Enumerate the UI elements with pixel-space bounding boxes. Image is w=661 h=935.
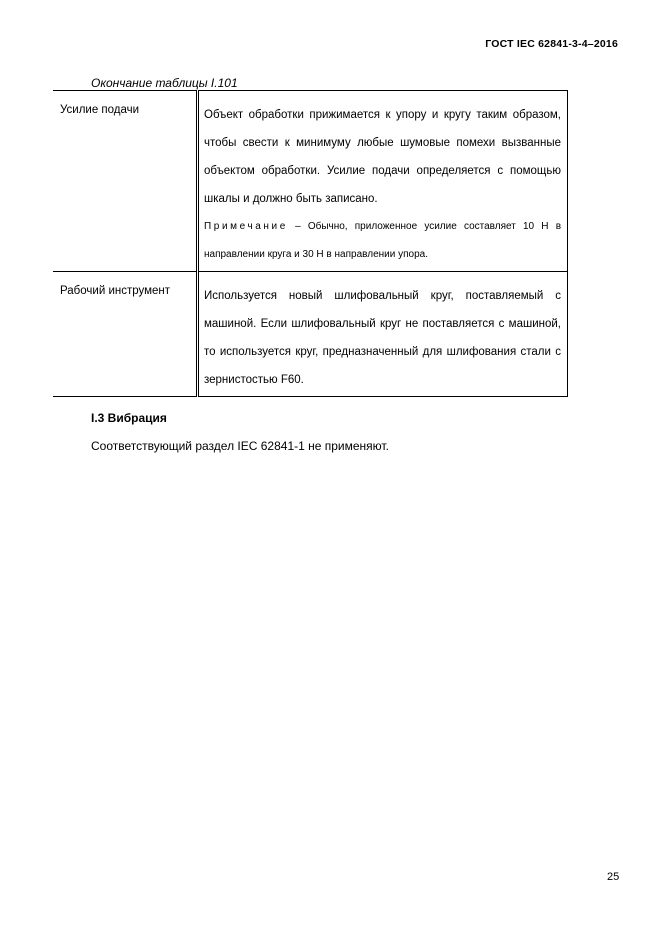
section-text: Соответствующий раздел IEC 62841-1 не применяют. xyxy=(91,439,389,453)
page-number: 25 xyxy=(607,871,620,883)
table-caption: Окончание таблицы I.101 xyxy=(91,76,238,90)
section-heading: I.3 Вибрация xyxy=(91,411,167,425)
row-label-tool: Рабочий инструмент xyxy=(53,272,198,397)
feed-force-note xyxy=(204,213,561,269)
document-header: ГОСТ IEC 62841-3-4–2016 xyxy=(485,38,618,50)
tool-text: Используется новый шлифовальный круг, поставляемый с машиной. Если шлифовальный круг не поставляется с машиной, то используется круг, предназначенный для шлифования стали с зернистостью F60. xyxy=(204,290,561,386)
table-row xyxy=(53,91,568,272)
feed-force-text: Объект обработки прижимается к упору и кругу таким образом, чтобы свести к минимуму любые шумовые помехи вызванные объектом обработки. Усилие подачи определяется с помощью шкалы и должно быть записано. xyxy=(204,109,561,205)
note-text: – Обычно, приложенное усилие составляет 10 Н в направлении круга и 30 Н в направлении упора. xyxy=(204,221,561,260)
row-value-tool xyxy=(198,272,568,397)
row-value-feed-force xyxy=(198,91,568,272)
spec-table xyxy=(53,90,568,397)
note-label: Примечание xyxy=(204,221,288,232)
row-label-feed-force: Усилие подачи xyxy=(53,91,198,272)
table-row xyxy=(53,272,568,397)
